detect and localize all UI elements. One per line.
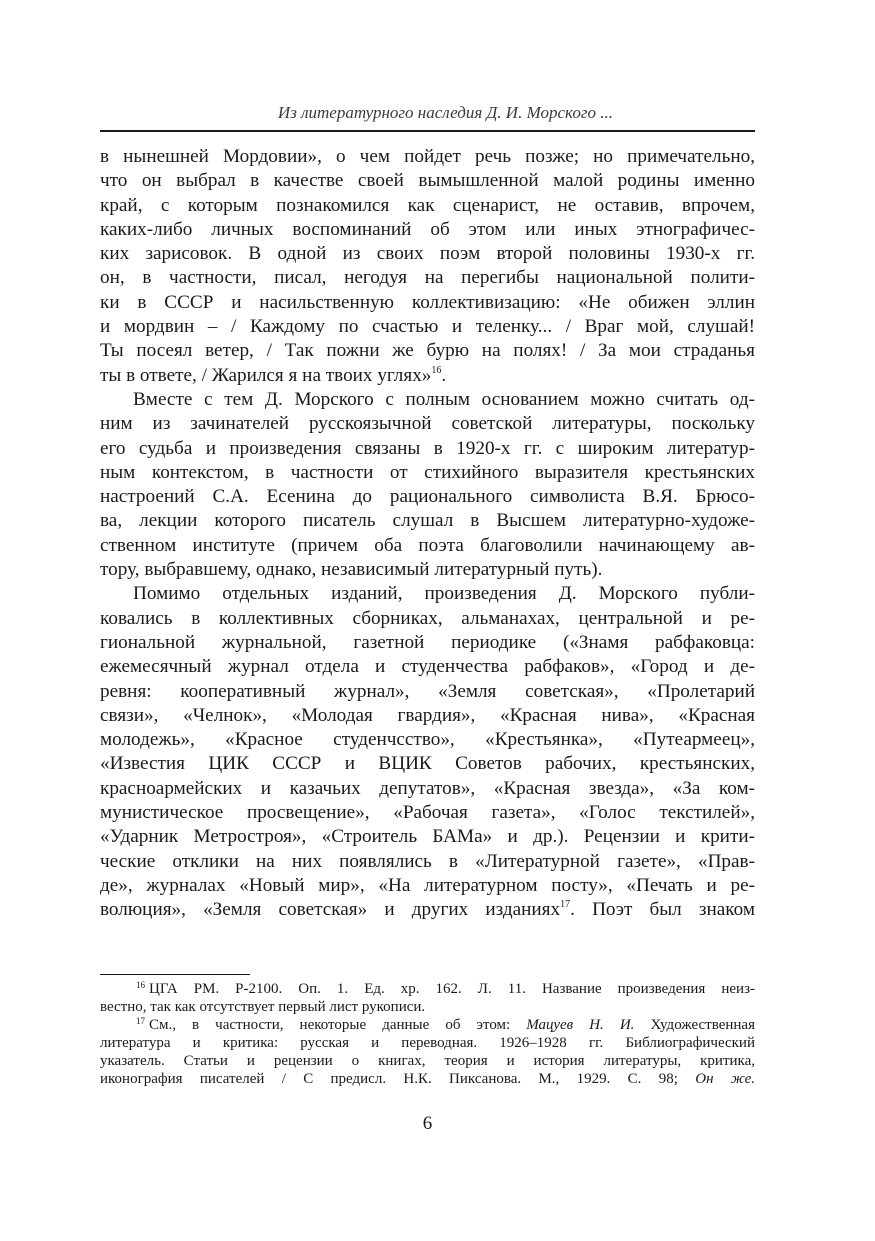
text-line: ежемесячный журнал отдела и студенчества рабфаков», «Город и де- xyxy=(100,656,755,678)
text-line: ва, лекции которого писатель слушал в Высшем литературно-художе- xyxy=(100,510,755,532)
footnote-number: 17 xyxy=(136,1016,145,1026)
text-line: в нынешней Мордовии», о чем пойдет речь позже; но примечательно, xyxy=(100,146,755,167)
footnotes xyxy=(100,980,755,1088)
text-line: ки в СССР и насильственную коллективизацию: «Не обижен эллин xyxy=(100,291,755,313)
text-line: ним из зачинателей русскоязычной советской литературы, поскольку xyxy=(100,413,755,435)
text-fragment: . xyxy=(441,364,447,386)
header-rule xyxy=(100,130,755,132)
text-line: ственном институте (причем оба поэта благоволили начинающему ав- xyxy=(100,534,755,556)
text-line: молодежь», «Красное студенчсство», «Крестьянка», «Путеармеец», xyxy=(100,729,755,751)
page-number: 6 xyxy=(422,1113,433,1134)
text-line: ным контекстом, в частности от стихийного выразителя крестьянских xyxy=(100,461,755,483)
text-line: Помимо отдельных изданий, произведения Д. Морского публи- xyxy=(133,583,755,605)
footnote-line xyxy=(100,980,755,998)
text-line: «Известия ЦИК СССР и ВЦИК Советов рабочих, крестьянских, xyxy=(100,753,755,775)
text-line: де», журналах «Новый мир», «На литературном посту», «Печать и ре- xyxy=(100,874,755,896)
text-fragment: волюция», «Земля советская» и других изданиях xyxy=(100,899,561,921)
running-title: Из литературного наследия Д. И. Морского ... xyxy=(277,103,613,122)
text-line: связи», «Челнок», «Молодая гвардия», «Красная нива», «Красная xyxy=(100,704,755,726)
footnote-16 xyxy=(100,980,755,1016)
text-line: «Ударник Метростроя», «Строитель БАМа» и др.). Рецензии и крити- xyxy=(100,826,755,848)
footnote-ref-16[interactable]: 16 xyxy=(431,364,442,376)
paragraph-1 xyxy=(100,145,755,388)
footnote-number: 16 xyxy=(136,980,145,990)
running-header xyxy=(100,101,755,125)
footnote-line: вестно, так как отсутствует первый лист рукописи. xyxy=(100,999,426,1015)
text-line: Вместе с тем Д. Морского с полным основанием можно считать од- xyxy=(133,388,755,410)
text-fragment: Художественная xyxy=(634,1017,755,1033)
text-fragment: ЦГА РМ. Р-2100. Оп. 1. Ед. хр. 162. Л. 11. Название произведения неиз- xyxy=(149,981,755,997)
text-line: ковались в коллективных сборниках, альманахах, центральной и ре- xyxy=(100,607,755,629)
paragraph-3 xyxy=(100,582,755,922)
footnote-rule xyxy=(100,974,250,975)
text-fragment: . Поэт был знаком xyxy=(570,899,755,921)
text-fragment: ты в ответе, / Жарился я на твоих углях» xyxy=(100,364,432,386)
text-line: настроений С.А. Есенина до рационального символиста В.Я. Брюсо- xyxy=(100,486,755,508)
text-line: что он выбрал в качестве своей вымышленной малой родины именно xyxy=(100,170,755,192)
text-fragment: См., в частности, некоторые данные об этом: xyxy=(149,1017,527,1033)
text-line: и мордвин – / Каждому по счастью и теленку... / Враг мой, слушай! xyxy=(100,316,755,338)
ibid-marker: Он же. xyxy=(695,1071,755,1087)
text-line: ких зарисовок. В одной из своих поэм второй половины 1930-х гг. xyxy=(100,243,755,265)
text-line: гиональной журнальной, газетной периодике («Знамя рабфаковца: xyxy=(100,631,755,653)
author-name: Мацуев Н. И. xyxy=(526,1017,635,1033)
text-line xyxy=(100,364,755,388)
footnote-line xyxy=(100,1016,755,1034)
text-line: ческие отклики на них появлялись в «Литературной газете», «Прав- xyxy=(100,850,755,872)
footnote-ref-17[interactable]: 17 xyxy=(560,899,571,911)
text-line: его судьба и произведения связаны в 1920-х гг. с широким литератур- xyxy=(100,437,755,459)
text-line: ревня: кооперативный журнал», «Земля советская», «Пролетарий xyxy=(100,680,755,702)
text-line: красноармейских и казачьих депутатов», «Красная звезда», «За ком- xyxy=(100,777,755,799)
text-line: тору, выбравшему, однако, независимый литературный путь). xyxy=(100,559,603,581)
main-text xyxy=(100,145,755,923)
paragraph-2 xyxy=(100,388,755,582)
text-line: Ты посеял ветер, / Так пожни же бурю на полях! / За мои страданья xyxy=(100,340,755,362)
footnote-17 xyxy=(100,1016,755,1088)
text-line: край, с которым познакомился как сценарист, не оставив, впрочем, xyxy=(100,194,755,216)
text-line xyxy=(100,898,755,922)
text-line: каких-либо личных воспоминаний об этом или иных этнографичес- xyxy=(100,218,755,240)
text-line: мунистическое просвещение», «Рабочая газета», «Голос текстилей», xyxy=(100,802,755,824)
footnote-line xyxy=(100,1070,755,1088)
footnote-line: литература и критика: русская и переводная. 1926–1928 гг. Библиографический xyxy=(100,1035,755,1051)
text-fragment: иконография писателей / С предисл. Н.К. Пиксанова. М., 1929. С. 98; xyxy=(100,1071,696,1087)
footnote-line: указатель. Статьи и рецензии о книгах, теория и история литературы, критика, xyxy=(100,1053,755,1069)
text-line: он, в частности, писал, негодуя на перегибы национальной полити- xyxy=(100,267,755,289)
